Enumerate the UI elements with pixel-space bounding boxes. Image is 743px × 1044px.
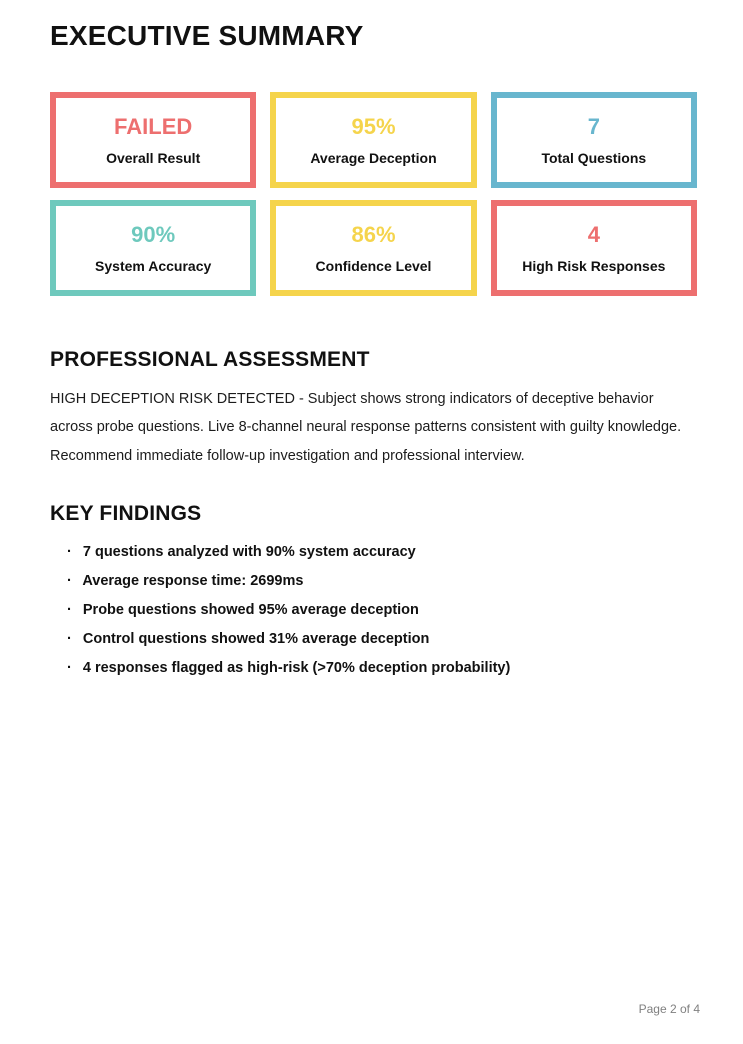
finding-text: Average response time: 2699ms (82, 572, 304, 589)
stat-label: Average Deception (310, 149, 437, 166)
stat-label: System Accuracy (95, 257, 212, 274)
finding-text: Control questions showed 31% average deception (82, 630, 430, 647)
finding-item (67, 661, 697, 676)
stat-value: 7 (587, 113, 600, 139)
finding-text: 7 questions analyzed with 90% system accuracy (82, 543, 416, 560)
bullet-icon: · (67, 659, 72, 676)
bullet-icon: · (67, 572, 72, 589)
stat-card-confidence-level (270, 200, 476, 296)
stat-card-system-accuracy (50, 200, 256, 296)
stats-grid (50, 92, 697, 296)
stat-label: Overall Result (106, 149, 201, 166)
key-findings-heading: KEY FINDINGS (50, 501, 202, 525)
stat-value: 4 (587, 221, 600, 247)
page-number: Page 2 of 4 (638, 1002, 700, 1016)
finding-item (67, 603, 697, 618)
key-findings-list (50, 545, 697, 676)
stat-value: 86% (351, 221, 396, 247)
stat-card-average-deception (270, 92, 476, 188)
stat-card-high-risk-responses (491, 200, 697, 296)
bullet-icon: · (67, 630, 72, 647)
finding-item (67, 545, 697, 560)
stat-card-overall-result (50, 92, 256, 188)
finding-item (67, 574, 697, 589)
stat-value: 95% (351, 113, 396, 139)
stat-card-total-questions (491, 92, 697, 188)
bullet-icon: · (67, 601, 72, 618)
stat-label: Total Questions (541, 149, 647, 166)
finding-text: Probe questions showed 95% average deception (82, 601, 419, 618)
stat-label: Confidence Level (315, 257, 432, 274)
professional-assessment-body: HIGH DECEPTION RISK DETECTED - Subject shows strong indicators of deceptive behavior across probe questions. Live 8-channel neural response patterns consistent with guilty knowledge. Recommend immediate follow-up investigation and professional interview. (50, 391, 682, 464)
stat-value: 90% (131, 221, 176, 247)
finding-item (67, 632, 697, 647)
stat-value: FAILED (114, 113, 193, 139)
professional-assessment-heading: PROFESSIONAL ASSESSMENT (50, 348, 370, 371)
bullet-icon: · (67, 543, 72, 560)
stat-label: High Risk Responses (522, 257, 666, 274)
finding-text: 4 responses flagged as high-risk (>70% deception probability) (82, 659, 511, 676)
page-title: EXECUTIVE SUMMARY (50, 20, 364, 51)
